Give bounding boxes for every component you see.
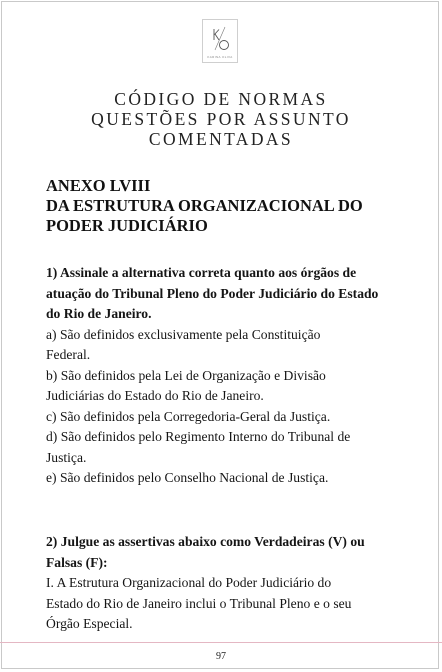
annex-heading-line: DA ESTRUTURA ORGANIZACIONAL DO <box>46 196 363 215</box>
option-a-line: a) São definidos exclusivamente pela Constituição <box>46 326 321 342</box>
book-title-line: COMENTADAS <box>148 129 294 149</box>
footer-divider <box>0 642 442 643</box>
option-d-line: d) São definidos pelo Regimento Interno do Tribunal de <box>46 429 351 444</box>
option-c-line: c) São definidos pela Corregedoria-Geral da Justiça. <box>46 408 331 424</box>
option-a-line: Federal. <box>46 347 91 362</box>
annex-heading-line: ANEXO LVIII <box>46 176 151 195</box>
question-2 <box>46 532 398 635</box>
statement-i-line: Órgão Especial. <box>46 616 133 631</box>
page-number: 97 <box>216 651 226 662</box>
question-1-prompt-line: do Rio de Janeiro. <box>46 306 152 321</box>
annex-heading-line: PODER JUDICIÁRIO <box>46 216 208 235</box>
book-title <box>0 89 442 149</box>
question-2-prompt-line: Falsas (F): <box>46 554 108 570</box>
logo-caption: KARINA OLIVA <box>207 55 233 59</box>
statement-i-line: Estado do Rio de Janeiro inclui o Tribunal Pleno e o seu <box>46 595 352 611</box>
statement-i-line: I. A Estrutura Organizacional do Poder Judiciário do <box>46 575 332 590</box>
option-d-line: Justiça. <box>46 449 87 465</box>
question-1-prompt-line: atuação do Tribunal Pleno do Poder Judiciário do Estado <box>46 285 379 301</box>
question-2-prompt-line: 2) Julgue as assertivas abaixo como Verdadeiras (V) ou <box>46 534 365 549</box>
book-title-line: QUESTÕES POR ASSUNTO <box>91 109 351 129</box>
annex-heading <box>46 176 416 236</box>
option-e-line: e) São definidos pelo Conselho Nacional de Justiça. <box>46 470 329 485</box>
question-1-prompt-line: 1) Assinale a alternativa correta quanto aos órgãos de <box>46 265 357 280</box>
author-logo <box>202 19 238 63</box>
option-b-line: b) São definidos pela Lei de Organização e Divisão <box>46 367 326 383</box>
book-title-line: CÓDIGO DE NORMAS <box>114 89 328 109</box>
option-b-line: Judiciárias do Estado do Rio de Janeiro. <box>46 388 264 403</box>
question-1 <box>46 263 398 489</box>
